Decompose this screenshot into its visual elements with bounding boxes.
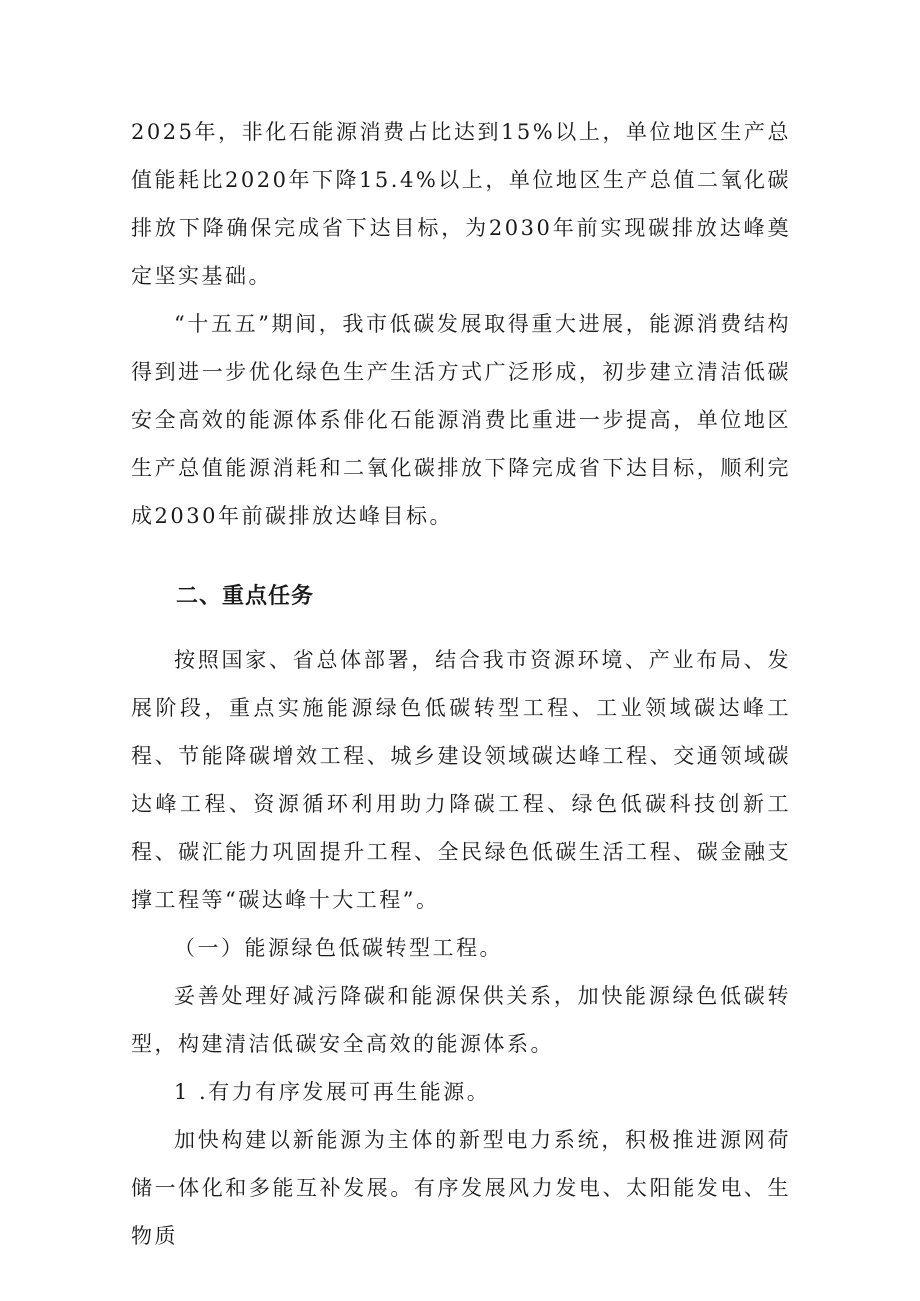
paragraph-energy-transition: 妥善处理好减污降碳和能源保供关系，加快能源绿色低碳转型，构建清洁低碳安全高效的能源体系。: [131, 984, 791, 1056]
subheading-energy-transition: （一）能源绿色低碳转型工程。: [174, 936, 503, 960]
paragraph-key-tasks-overview: 按照国家、省总体部署，结合我市资源环境、产业布局、发展阶段，重点实施能源绿色低碳转型工程、工业领域碳达峰工程、节能降碳增效工程、城乡建设领域碳达峰工程、交通领域碳达峰工程、资源循环利用助力降碳工程、绿色低碳科技创新工程、碳汇能力巩固提升工程、全民绿色低碳生活工程、碳金融支撑工程等“碳达峰十大工程”。: [131, 648, 791, 912]
paragraph-targets-2025: 2025年，非化石能源消费占比达到15%以上，单位地区生产总值能耗比2020年下降15.4%以上，单位地区生产总值二氧化碳排放下降确保完成省下达目标，为2030年前实现碳排放达峰奠定坚实基础。: [131, 120, 791, 288]
section-heading-key-tasks: 二、重点任务: [176, 584, 315, 609]
item-renewable-energy: 1 .有力有序发展可再生能源。: [174, 1080, 491, 1104]
paragraph-new-power-system: 加快构建以新能源为主体的新型电力系统，积极推进源网荷储一体化和多能互补发展。有序发展风力发电、太阳能发电、生物质: [131, 1128, 791, 1248]
paragraph-15th-five-year: “十五五”期间，我市低碳发展取得重大进展，能源消费结构得到进一步优化绿色生产生活方式广泛形成，初步建立清洁低碳安全高效的能源体系俳化石能源消费比重进一步提高，单位地区生产总值能源消耗和二氧化碳排放下降完成省下达目标，顺利完成2030年前碳排放达峰目标。: [131, 312, 791, 528]
